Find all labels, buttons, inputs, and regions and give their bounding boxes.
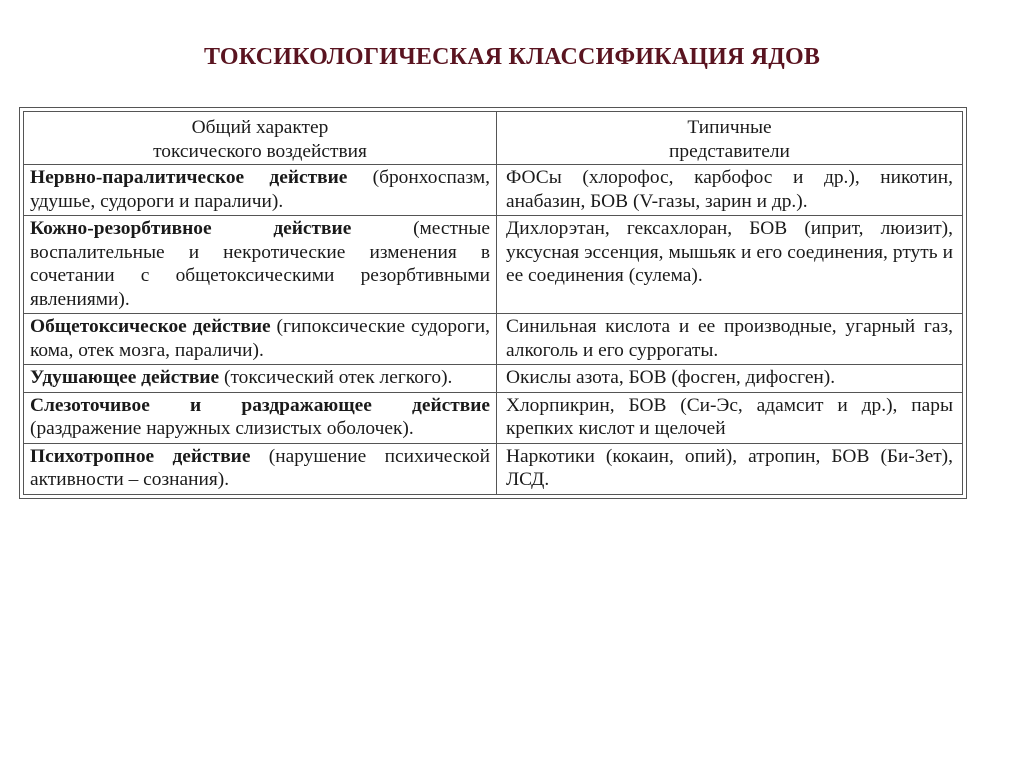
classification-table <box>23 111 963 495</box>
effect-name: Общетоксическое действие <box>30 316 271 337</box>
table-header-row <box>24 112 963 165</box>
table-row <box>24 365 963 393</box>
examples-cell: Дихлорэтан, гексахлоран, БОВ (иприт, люизит), уксусная эссенция, мышьяк и его соединения, ртуть и ее соединения (сулема). <box>497 216 963 314</box>
header-effect-line-2: токсического воздействия <box>153 140 367 162</box>
effect-description: (местные воспалительные и некротические изменения в сочетании с общетоксическими резорбтивными явлениями). <box>30 218 490 310</box>
header-cell-effect <box>24 112 497 165</box>
examples-cell: Окислы азота, БОВ (фосген, дифосген). <box>497 365 963 393</box>
effect-description: (гипоксические судороги, кома, отек мозга, параличи). <box>30 316 490 361</box>
header-effect-line-1: Общий характер <box>191 117 329 138</box>
classification-table-frame <box>19 107 967 499</box>
effect-name: Слезоточивое и раздражающее действие <box>30 394 490 416</box>
examples-cell: ФОСы (хлорофос, карбофос и др.), никотин, анабазин, БОВ (V-газы, зарин и др.). <box>497 165 963 216</box>
table-row <box>24 216 963 314</box>
examples-cell: Наркотики (кокаин, опий), атропин, БОВ (Би-Зет), ЛСД. <box>497 443 963 494</box>
effect-description: (нарушение психической активности – сознания). <box>30 445 490 490</box>
effect-cell <box>24 365 497 393</box>
effect-cell <box>24 165 497 216</box>
effect-name: Кожно-резорбтивное действие <box>30 218 352 239</box>
table-row <box>24 165 963 216</box>
effect-description: (токсический отек легкого). <box>219 367 453 388</box>
effect-name: Удушающее действие <box>30 367 220 388</box>
effect-cell <box>24 216 497 314</box>
page-title: ТОКСИКОЛОГИЧЕСКАЯ КЛАССИФИКАЦИЯ ЯДОВ <box>203 44 821 70</box>
examples-cell: Хлорпикрин, БОВ (Си-Эс, адамсит и др.), пары крепких кислот и щелочей <box>497 392 963 443</box>
header-examples-line-1: Типичные <box>687 117 772 138</box>
effect-cell <box>24 392 497 443</box>
effect-cell <box>24 443 497 494</box>
examples-cell: Синильная кислота и ее производные, угарный газ, алкоголь и его суррогаты. <box>497 314 963 365</box>
header-cell-examples <box>497 112 963 165</box>
table-row <box>24 392 963 443</box>
header-examples-line-2: представители <box>669 140 790 162</box>
effect-name: Психотропное действие <box>30 445 251 467</box>
effect-name: Нервно-паралитическое действие <box>30 167 348 188</box>
effect-cell <box>24 314 497 365</box>
table-row <box>24 314 963 365</box>
table-row <box>24 443 963 494</box>
effect-description: (бронхоспазм, удушье, судороги и параличи). <box>30 167 490 212</box>
effect-description: (раздражение наружных слизистых оболочек). <box>30 418 414 439</box>
